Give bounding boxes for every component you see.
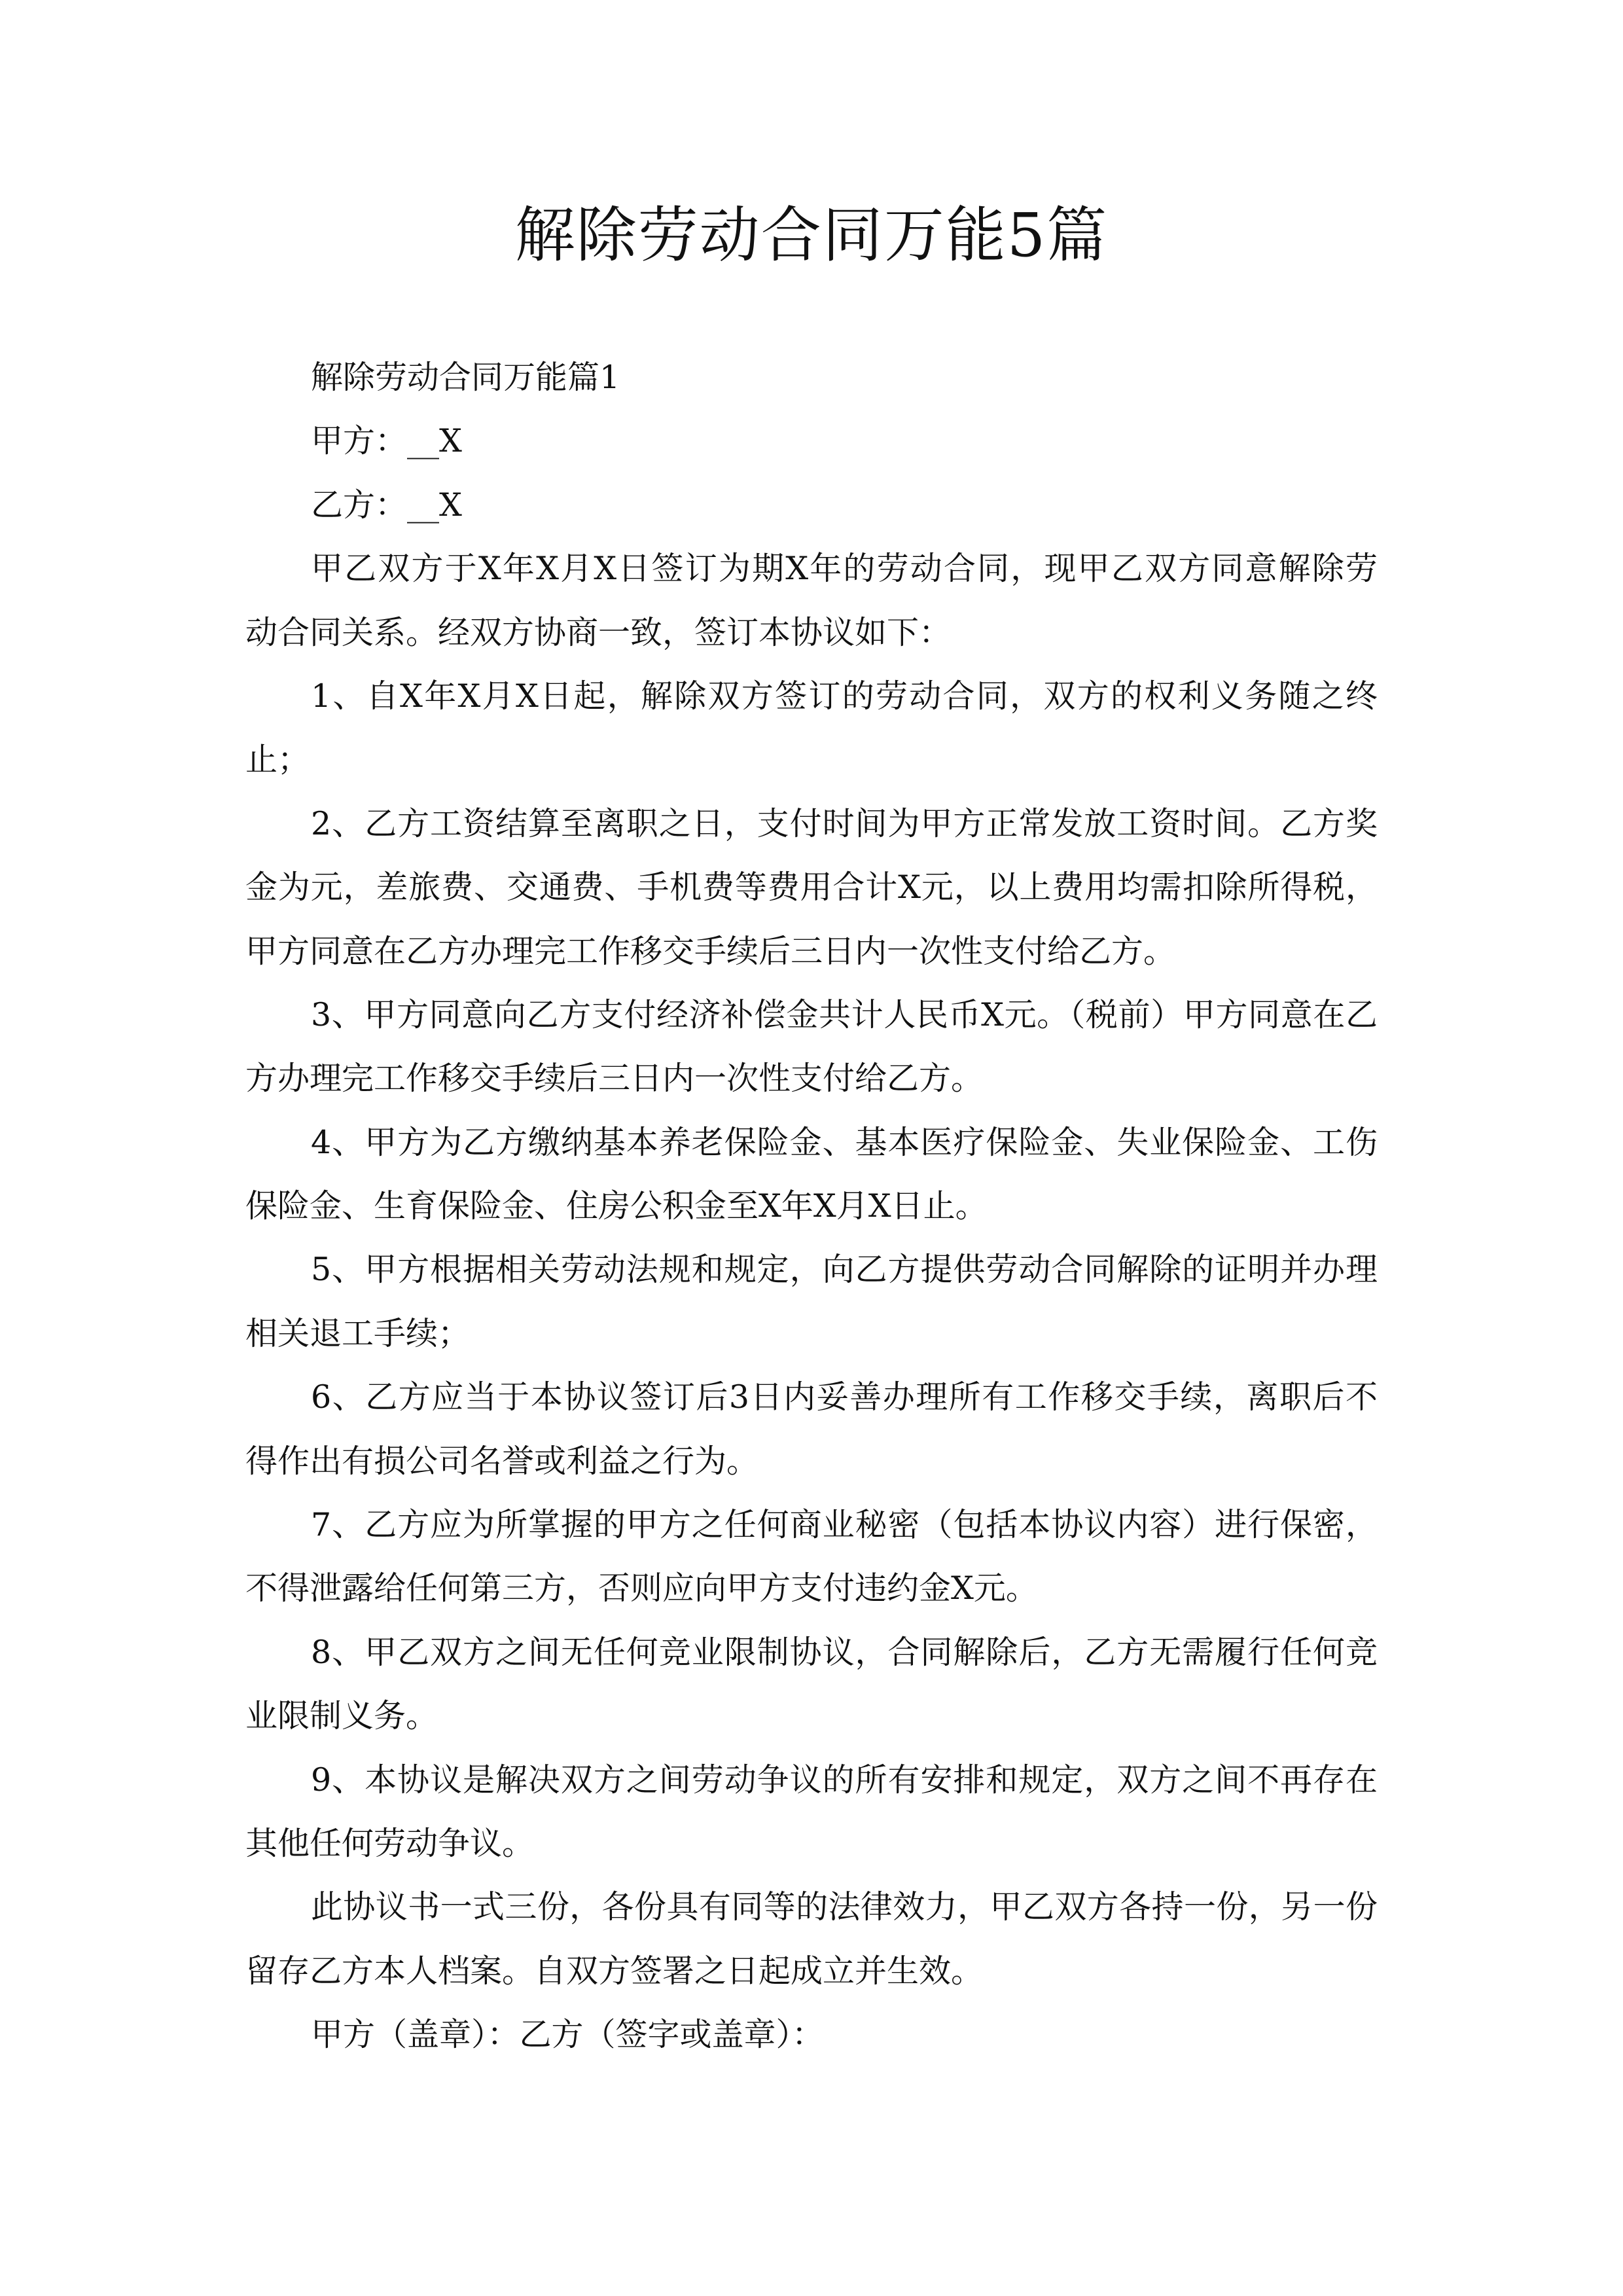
text-line: 方办理完工作移交手续后三日内一次性支付给乙方。 [245, 1060, 984, 1098]
text-line: 8、甲乙双方之间无任何竞业限制协议，合同解除后，乙方无需履行任何竞 [311, 1633, 1378, 1671]
text-line: 金为元，差旅费、交通费、手机费等费用合计X元，以上费用均需扣除所得税， [245, 869, 1378, 906]
text-line: 不得泄露给任何第三方，否则应向甲方支付违约金X元。 [245, 1570, 1038, 1607]
text-line: 解除劳动合同万能篇1 [311, 359, 620, 396]
text-line: 5、甲方根据相关劳动法规和规定，向乙方提供劳动合同解除的证明并办理 [311, 1251, 1378, 1289]
text-line: 甲方同意在乙方办理完工作移交手续后三日内一次性支付给乙方。 [245, 932, 1176, 970]
text-line: 7、乙方应为所掌握的甲方之任何商业秘密（包括本协议内容）进行保密， [311, 1506, 1378, 1544]
document-body [245, 346, 1378, 2067]
text-line: 留存乙方本人档案。自双方签署之日起成立并生效。 [245, 1952, 984, 1990]
text-line: 此协议书一式三份，各份具有同等的法律效力，甲乙双方各持一份，另一份 [311, 1888, 1378, 1926]
text-line: 2、乙方工资结算至离职之日，支付时间为甲方正常发放工资时间。乙方奖 [311, 804, 1378, 842]
text-line: 止； [245, 741, 310, 779]
text-line: 1、自X年X月X日起，解除双方签订的劳动合同，双方的权利义务随之终 [311, 677, 1378, 715]
document-title: 解除劳动合同万能5篇 [514, 200, 1109, 270]
text-line: 其他任何劳动争议。 [245, 1824, 535, 1862]
text-line: 9、本协议是解决双方之间劳动争议的所有安排和规定，双方之间不再存在 [311, 1761, 1378, 1799]
text-line: 业限制义务。 [245, 1697, 438, 1735]
text-line: 动合同关系。经双方协商一致，签订本协议如下： [245, 613, 952, 651]
text-line: 保险金、生育保险金、住房公积金至X年X月X日止。 [245, 1187, 988, 1225]
text-line: 甲方（盖章）：乙方（签字或盖章）： [311, 2016, 825, 2054]
text-line: 甲方：__X [311, 422, 462, 460]
text-line: 6、乙方应当于本协议签订后3日内妥善办理所有工作移交手续，离职后不 [311, 1378, 1378, 1416]
text-line: 4、甲方为乙方缴纳基本养老保险金、基本医疗保险金、失业保险金、工伤 [311, 1123, 1378, 1161]
text-line: 相关退工手续； [245, 1314, 471, 1352]
text-line: 3、甲方同意向乙方支付经济补偿金共计人民币X元。（税前）甲方同意在乙 [311, 996, 1378, 1033]
text-line: 甲乙双方于X年X月X日签订为期X年的劳动合同，现甲乙双方同意解除劳 [311, 550, 1378, 588]
text-line: 得作出有损公司名誉或利益之行为。 [245, 1442, 759, 1480]
text-line: 乙方：__X [311, 486, 462, 524]
